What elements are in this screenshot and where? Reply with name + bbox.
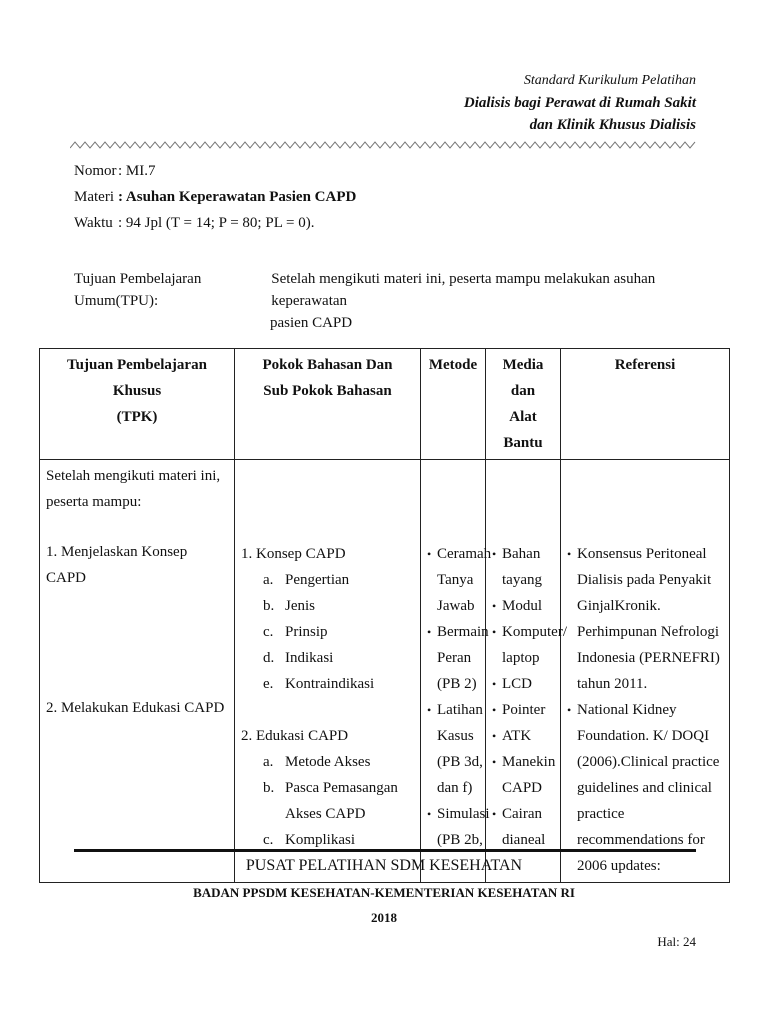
header-metode: Metode — [421, 349, 486, 460]
subtopic-label: Indikasi — [285, 650, 334, 666]
topic-1-subtopics — [241, 567, 414, 697]
pokok-bahasan-cell — [235, 460, 421, 883]
metode-cell — [421, 460, 492, 883]
header-tpk: Tujuan Pembelajaran Khusus (TPK) — [40, 349, 235, 460]
media-item — [492, 801, 554, 853]
bullet-icon: • — [492, 807, 497, 821]
header-pokok-bahasan: Pokok Bahasan Dan Sub Pokok Bahasan — [235, 349, 421, 460]
media-item-text: Pointer — [502, 702, 546, 718]
subtopic-item — [263, 645, 414, 671]
bullet-icon: • — [427, 547, 432, 561]
metode-item-text: Ceramah Tanya Jawab — [437, 546, 492, 614]
media-item — [492, 541, 554, 593]
nomor-row — [74, 158, 356, 184]
metode-item — [427, 801, 490, 853]
subtopic-item — [263, 567, 414, 593]
tpu-text-line1: Setelah mengikuti materi ini, peserta mampu melakukan asuhan keperawatan — [271, 271, 656, 309]
subtopic-key: a. — [263, 572, 274, 588]
media-item — [492, 749, 554, 801]
subtopic-label: Kontraindikasi — [285, 676, 375, 692]
bullet-icon: • — [427, 807, 432, 821]
header-media: Media dan Alat Bantu — [486, 349, 561, 460]
subtopic-label: Prinsip — [285, 624, 328, 640]
media-item-text: Bahan tayang — [502, 546, 542, 588]
media-item — [492, 697, 554, 723]
bullet-icon: • — [492, 599, 497, 613]
media-item — [492, 593, 554, 619]
header-line-3: dan Klinik Khusus Dialisis — [529, 117, 696, 133]
footer-year: 2018 — [371, 910, 397, 925]
topic-2-subtopics — [241, 749, 414, 853]
subtopic-item — [263, 749, 414, 775]
bullet-icon: • — [427, 703, 432, 717]
media-item — [492, 723, 554, 749]
referensi-item — [567, 541, 723, 697]
table-header-row — [40, 349, 730, 460]
zigzag-divider — [70, 141, 698, 149]
metode-item-text: Latihan Kasus (PB 3d, dan f) — [437, 702, 483, 796]
tpk-item-1: 1. Menjelaskan Konsep CAPD — [46, 544, 188, 586]
metode-item-text: Simulasi (PB 2b, — [437, 806, 490, 848]
bullet-icon: • — [567, 703, 572, 717]
materi-label: Materi — [74, 189, 114, 205]
metode-item — [427, 541, 492, 619]
metode-item — [427, 697, 483, 801]
topic-1-title: 1. Konsep CAPD — [241, 546, 346, 562]
tpu-label: Tujuan Pembelajaran Umum(TPU): — [74, 271, 202, 309]
media-item-text: Cairan dianeal — [502, 806, 546, 848]
footer-rule — [74, 849, 696, 852]
footer-org: PUSAT PELATIHAN SDM KESEHATAN — [245, 857, 523, 874]
subtopic-label: Pasca Pemasangan Akses CAPD — [285, 780, 398, 822]
tpk-cell — [40, 460, 235, 883]
subtopic-key: a. — [263, 754, 274, 770]
tpk-item-2: 2. Melakukan Edukasi CAPD — [46, 700, 225, 716]
header-line-2: Dialisis bagi Perawat di Rumah Sakit — [463, 95, 696, 111]
metode-item-text: Bermain Peran (PB 2) — [437, 624, 489, 692]
tpu-text-line2: pasien CAPD — [270, 315, 353, 331]
nomor-value: : MI.7 — [118, 163, 156, 179]
table-row — [40, 460, 730, 883]
subtopic-key: c. — [263, 624, 274, 640]
media-item — [492, 619, 567, 671]
subtopic-item — [263, 619, 414, 645]
metode-list — [427, 541, 492, 853]
tpu-paragraph — [74, 268, 696, 334]
running-header — [464, 70, 696, 136]
page-number: Hal: 24 — [657, 934, 696, 949]
media-item-text: LCD — [502, 676, 532, 692]
bullet-icon: • — [492, 755, 497, 769]
nomor-label: Nomor — [74, 163, 117, 179]
subtopic-key: d. — [263, 650, 275, 666]
media-list — [492, 541, 567, 853]
subtopic-item — [263, 671, 414, 697]
bullet-icon: • — [492, 547, 497, 561]
subtopic-label: Pengertian — [285, 572, 350, 588]
subtopic-item — [263, 775, 414, 827]
subtopic-key: e. — [263, 676, 274, 692]
waktu-label: Waktu — [74, 215, 113, 231]
tpk-intro-line2: peserta mampu: — [46, 494, 142, 510]
tpk-intro-line1: Setelah mengikuti materi ini, — [46, 468, 221, 484]
bullet-icon: • — [427, 625, 432, 639]
waktu-value: : 94 Jpl (T = 14; P = 80; PL = 0). — [118, 215, 315, 231]
subtopic-label: Komplikasi — [285, 832, 355, 848]
referensi-item-text: National Kidney Foundation. K/ DOQI (2006).Clinical practice guidelines and clinical practice recommendations for 2006 updates: — [577, 702, 720, 874]
footer-agency: BADAN PPSDM KESEHATAN-KEMENTERIAN KESEHATAN RI — [193, 885, 575, 900]
media-cell — [486, 460, 567, 883]
media-item-text: Modul — [502, 598, 543, 614]
subtopic-label: Metode Akses — [285, 754, 371, 770]
header-referensi: Referensi — [561, 349, 730, 460]
subtopic-key: c. — [263, 832, 274, 848]
referensi-cell — [561, 460, 730, 883]
media-item-text: ATK — [502, 728, 532, 744]
referensi-item-text: Konsensus Peritoneal Dialisis pada Penyakit GinjalKronik. Perhimpunan Nefrologi Indonesia (PERNEFRI) tahun 2011. — [577, 546, 720, 692]
curriculum-table — [39, 348, 730, 883]
subtopic-item — [263, 593, 414, 619]
metode-item — [427, 619, 489, 697]
bullet-icon: • — [492, 729, 497, 743]
waktu-row — [74, 210, 356, 236]
media-item — [492, 671, 554, 697]
topic-2-title: 2. Edukasi CAPD — [241, 728, 349, 744]
subtopic-label: Jenis — [285, 598, 315, 614]
materi-row — [74, 184, 356, 210]
subtopic-key: b. — [263, 598, 275, 614]
media-item-text: Komputer/ laptop — [502, 624, 567, 666]
referensi-list — [567, 541, 723, 879]
subtopic-key: b. — [263, 780, 275, 796]
materi-value: : Asuhan Keperawatan Pasien CAPD — [118, 189, 357, 205]
bullet-icon: • — [492, 677, 497, 691]
bullet-icon: • — [567, 547, 572, 561]
module-info — [74, 158, 356, 236]
bullet-icon: • — [492, 625, 497, 639]
header-line-1: Standard Kurikulum Pelatihan — [523, 73, 696, 88]
media-item-text: Manekin CAPD — [502, 754, 556, 796]
bullet-icon: • — [492, 703, 497, 717]
